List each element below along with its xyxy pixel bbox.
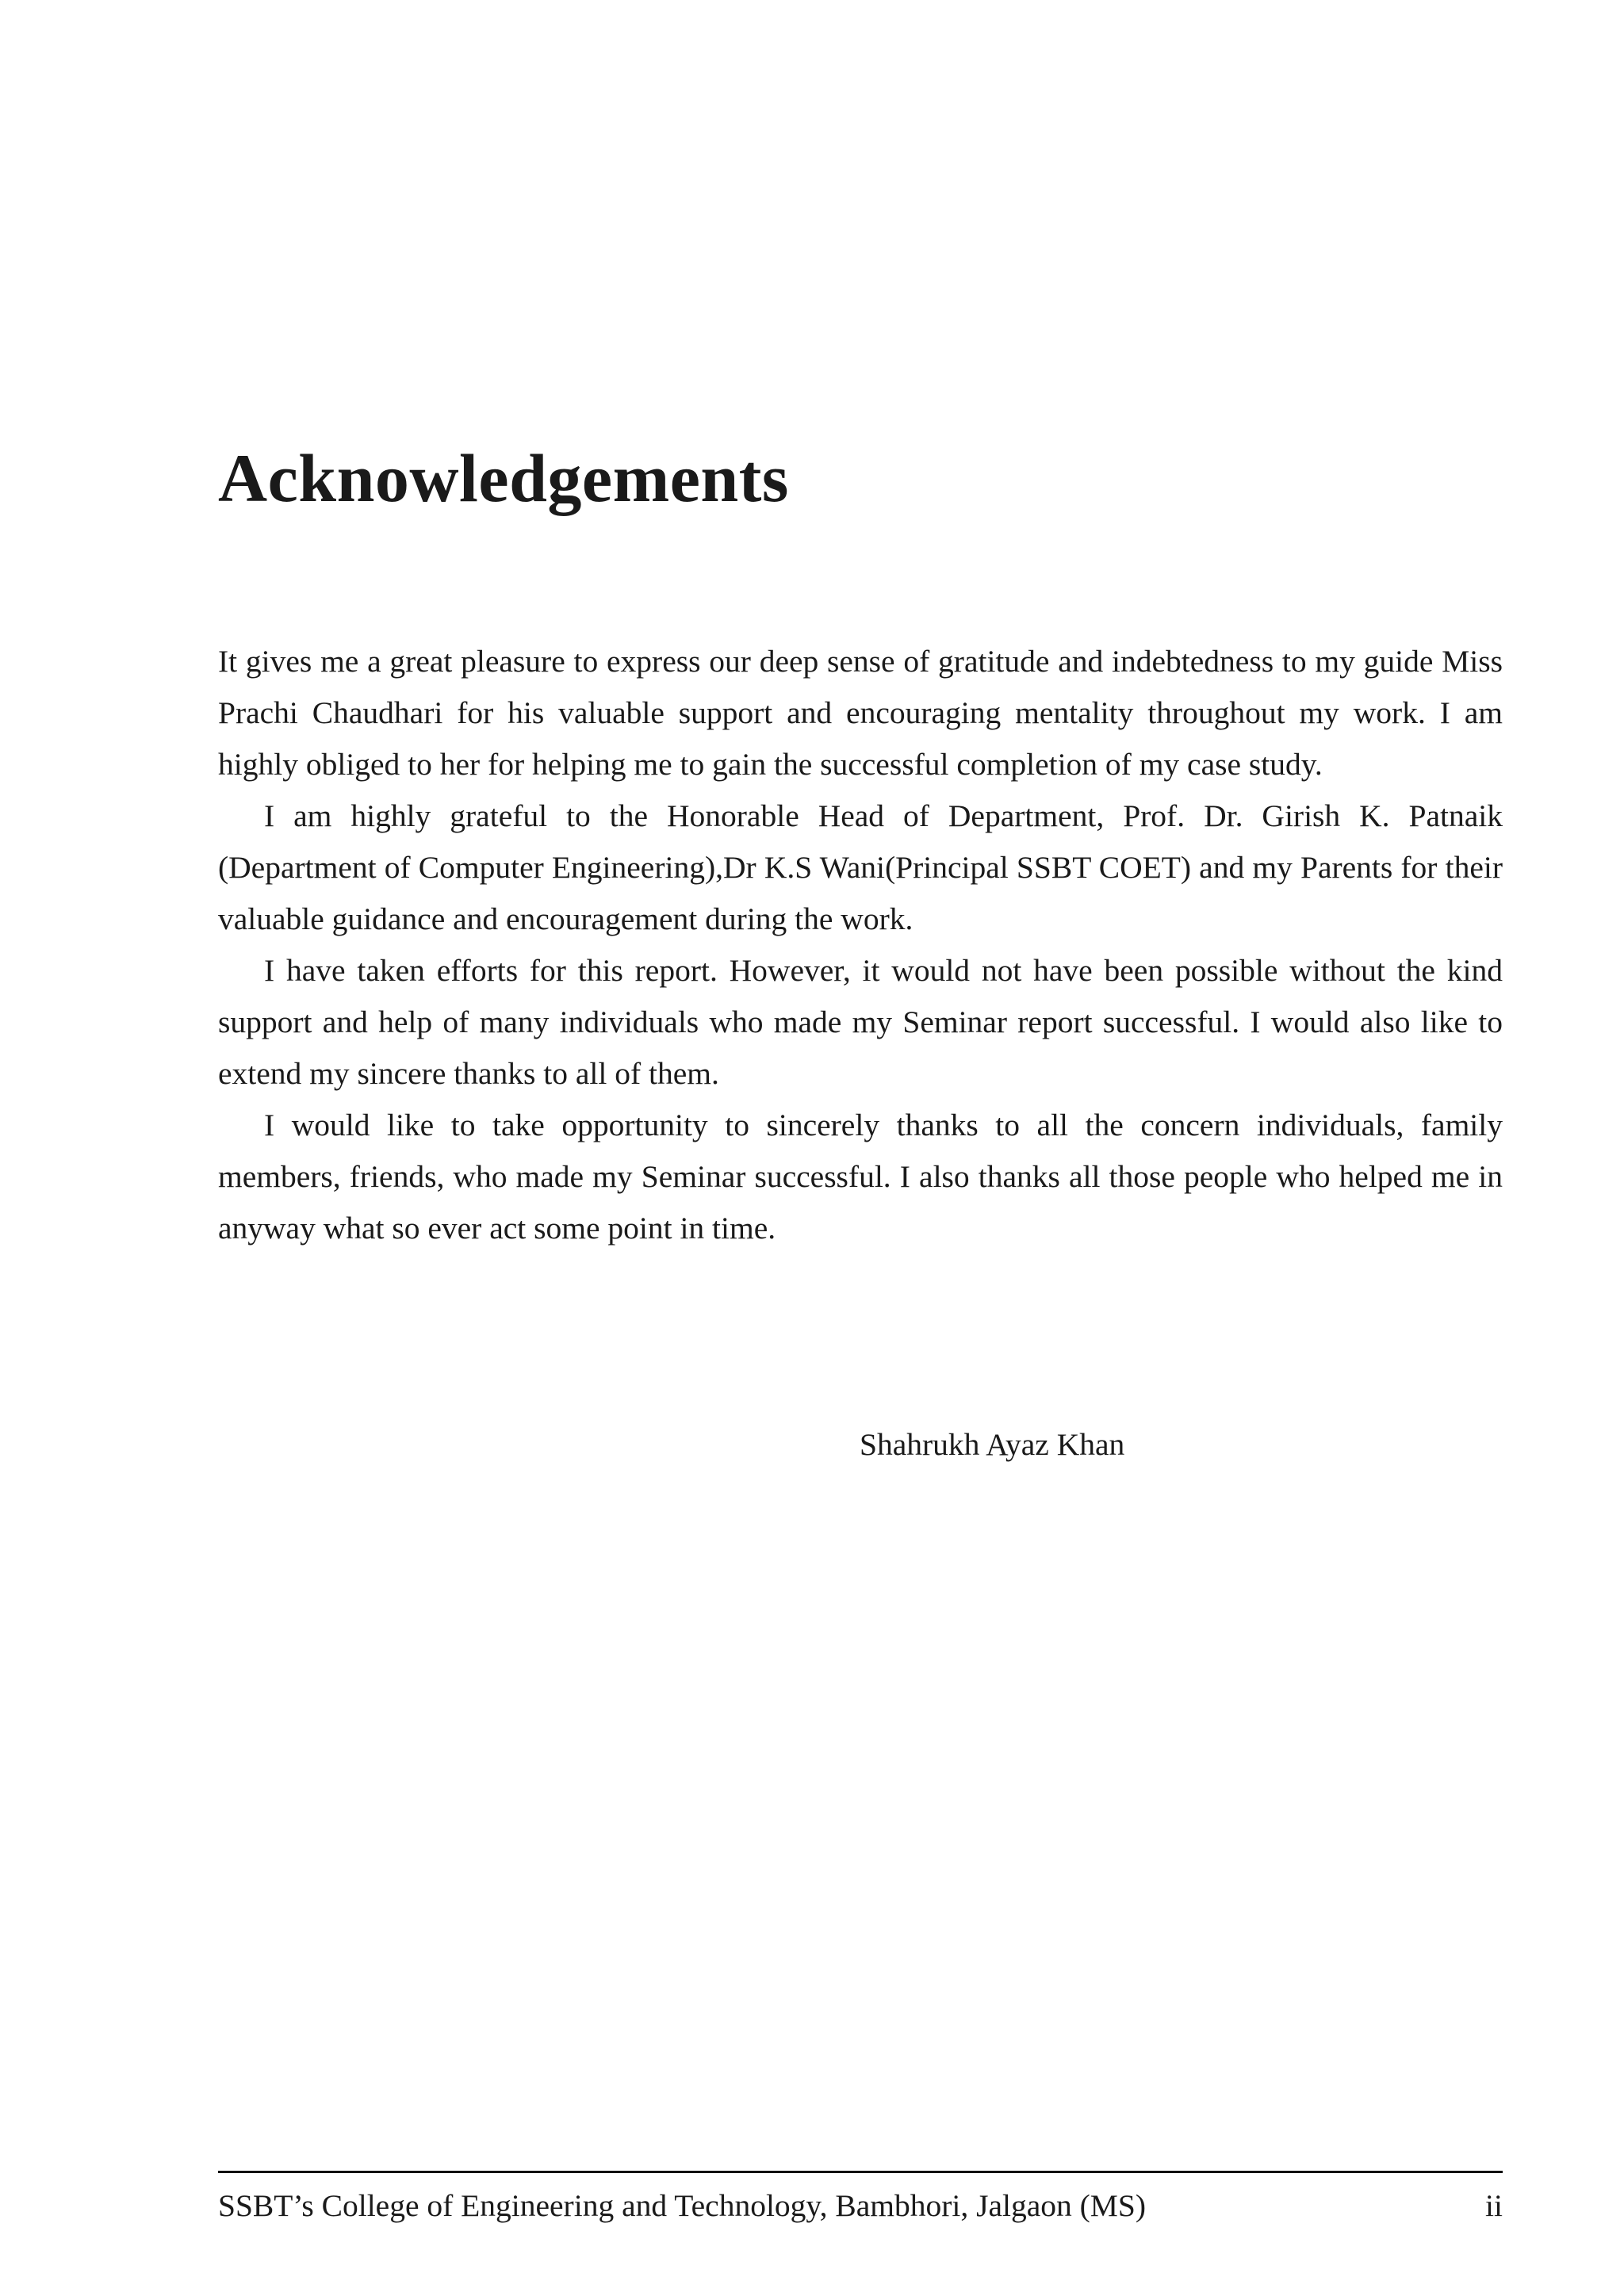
paragraph-1: It gives me a great pleasure to express our deep sense of gratitude and indebtedness to my guide Miss Prachi Chaudhari for his valuable support and encouraging mentality throughout my work. I am highly obliged to her for helping me to gain the successful completion of my case study.: [218, 644, 1503, 782]
paragraph-3: I have taken efforts for this report. However, it would not have been possible without the kind support and help of many individuals who made my Seminar report successful. I would also like to extend my sincere thanks to all of them.: [218, 953, 1503, 1091]
page-title: Acknowledgements: [218, 440, 789, 516]
page-number: ii: [1485, 2188, 1503, 2223]
signature-name: Shahrukh Ayaz Khan: [860, 1427, 1125, 1462]
paragraph-2: I am highly grateful to the Honorable Head of Department, Prof. Dr. Girish K. Patnaik (Department of Computer Engineering),Dr K.S Wani(Principal SSBT COET) and my Parents for their valuable guidance and encouragement during the work.: [218, 798, 1503, 936]
footer-divider: [218, 2171, 1503, 2173]
paragraph-4: I would like to take opportunity to sincerely thanks to all the concern individuals, family members, friends, who made my Seminar successful. I also thanks all those people who helped me in anyway what so ever act some point in time.: [218, 1108, 1503, 1246]
footer-institution: SSBT’s College of Engineering and Technology, Bambhori, Jalgaon (MS): [218, 2188, 1147, 2223]
acknowledgement-body: [218, 636, 1503, 1254]
